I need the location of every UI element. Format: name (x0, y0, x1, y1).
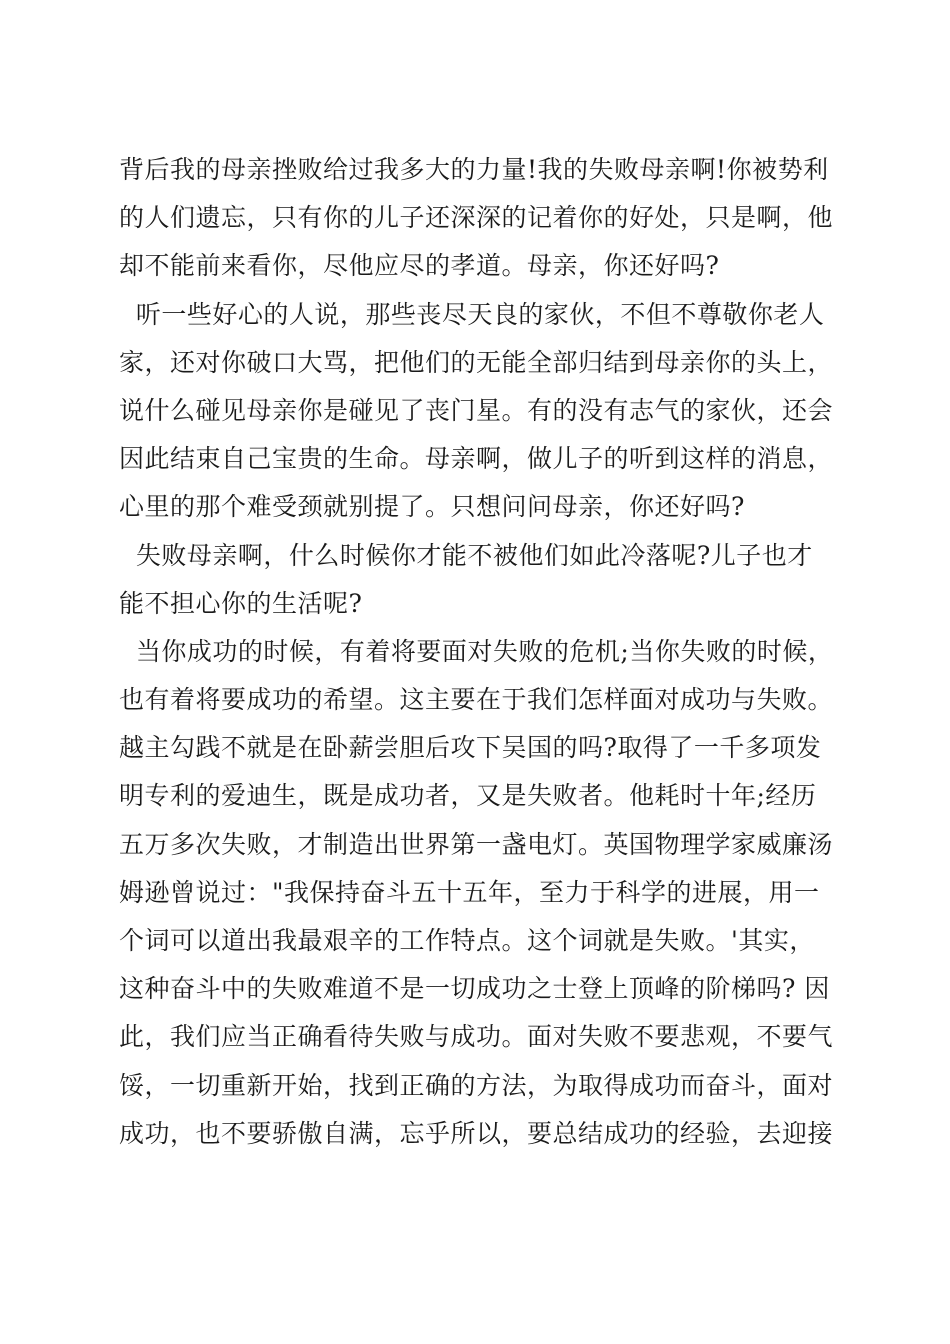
text-line: 五万多次失败，才制造出世界第一盏电灯。英国物理学家威廉汤 (119, 829, 834, 859)
text-line: 成功，也不要骄傲自满，忘乎所以，要总结成功的经验，去迎接 (119, 1118, 834, 1148)
text-line: 此，我们应当正确看待失败与成功。面对失败不要悲观，不要气 (119, 1022, 834, 1052)
text-line: 个词可以道出我最艰辛的工作特点。这个词就是失败。'其实， (119, 926, 815, 955)
text-line: 能不担心你的生活呢? (119, 588, 363, 618)
text-line: 馁，一切重新开始，找到正确的方法，为取得成功而奋斗，面对 (119, 1070, 834, 1100)
text-line: 背后我的母亲挫败给过我多大的力量!我的失败母亲啊!你被势利 (119, 155, 829, 184)
text-line: 这种奋斗中的失败难道不是一切成功之士登上顶峰的阶梯吗? 因 (119, 974, 830, 1004)
text-line: 当你成功的时候，有着将要面对失败的危机;当你失败的时候， (119, 636, 834, 666)
text-line: 姆逊曾说过："我保持奋斗五十五年，至力于科学的进展，用一 (119, 877, 820, 907)
text-line: 却不能前来看你，尽他应尽的孝道。母亲，你还好吗? (119, 251, 720, 281)
text-line: 也有着将要成功的希望。这主要在于我们怎样面对成功与失败。 (119, 685, 834, 715)
text-line: 越主勾践不就是在卧薪尝胆后攻下吴国的吗?取得了一千多项发 (119, 733, 822, 763)
text-line: 因此结束自己宝贵的生命。母亲啊，做儿子的听到这样的消息， (119, 444, 834, 474)
text-line: 听一些好心的人说，那些丧尽天良的家伙，不但不尊敬你老人 (119, 299, 825, 329)
text-line: 家，还对你破口大骂，把他们的无能全部归结到母亲你的头上， (119, 347, 834, 377)
body-text (119, 146, 839, 1158)
text-line: 失败母亲啊，什么时候你才能不被他们如此冷落呢?儿子也才 (119, 540, 813, 570)
text-line: 说什么碰见母亲你是碰见了丧门星。有的没有志气的家伙，还会 (119, 395, 834, 425)
text-line: 心里的那个难受颈就别提了。只想问问母亲，你还好吗? (119, 492, 745, 522)
text-line: 的人们遗忘，只有你的儿子还深深的记着你的好处，只是啊，他 (119, 203, 834, 233)
text-line: 明专利的爱迪生，既是成功者，又是失败者。他耗时十年;经历 (119, 781, 817, 811)
